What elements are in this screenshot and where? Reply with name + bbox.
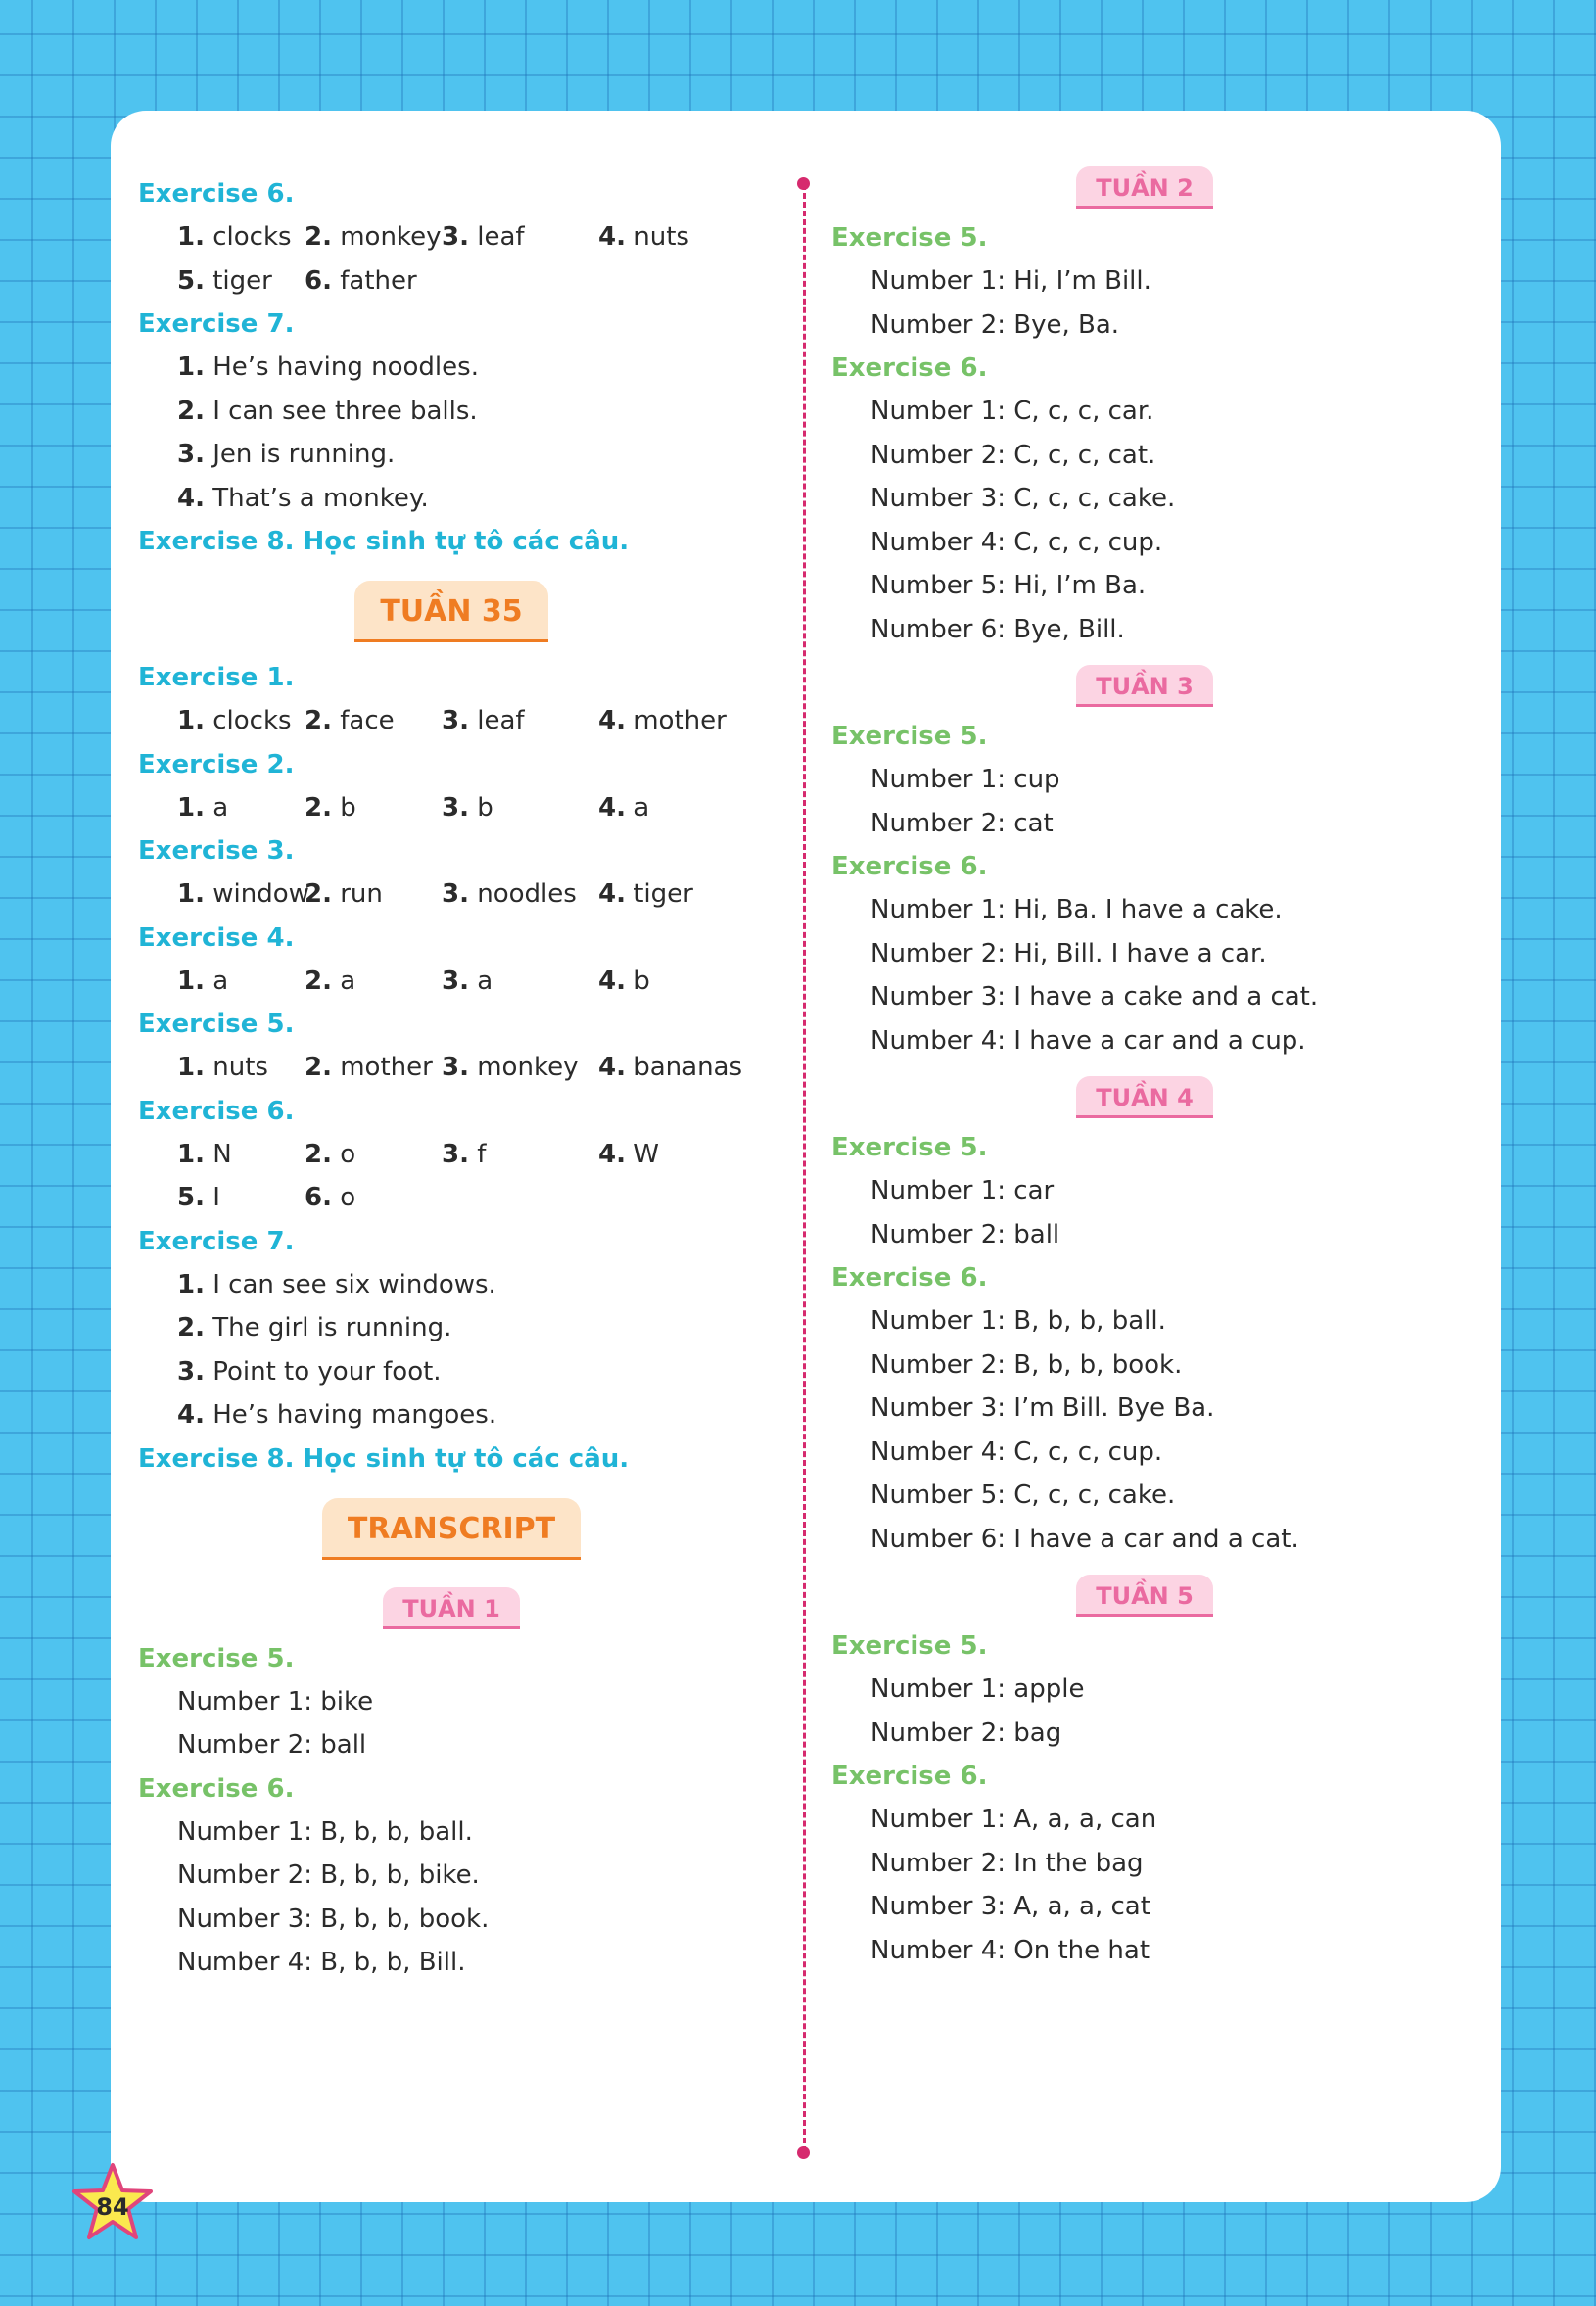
transcript-line: Number 2: ball <box>870 1219 1060 1249</box>
transcript-line: Number 1: A, a, a, can <box>870 1805 1157 1834</box>
divider-dot-top <box>797 177 810 190</box>
transcript-line: Number 3: A, a, a, cat <box>870 1892 1150 1921</box>
transcript-title: TRANSCRIPT <box>322 1498 581 1560</box>
transcript-line: Number 4: C, c, c, cup. <box>870 1436 1163 1467</box>
transcript-line: Number 2: In the bag <box>870 1848 1144 1878</box>
transcript-line: Number 1: apple <box>870 1674 1085 1704</box>
answer-sentence: 4. That’s a monkey. <box>177 483 429 513</box>
transcript-line: Number 2: Hi, Bill. I have a car. <box>870 938 1267 968</box>
answer-sentence: 1. He’s having noodles. <box>177 353 479 382</box>
transcript-line: Number 4: On the hat <box>870 1935 1150 1965</box>
answer-sentence: 4. He’s having mangoes. <box>177 1400 497 1430</box>
exercise-heading: Exercise 6. <box>831 1263 988 1293</box>
transcript-line: Number 2: Bye, Ba. <box>870 309 1120 340</box>
exercise-heading: Exercise 6. <box>138 179 295 209</box>
transcript-line: Number 3: I have a cake and a cat. <box>870 982 1319 1012</box>
exercise-heading: Exercise 5. <box>831 1631 988 1661</box>
answer-row: 1. a 2. b 3. b 4. a <box>177 792 650 823</box>
exercise-heading: Exercise 5. <box>831 1133 988 1162</box>
week-title-wrap <box>831 651 1458 715</box>
transcript-line: Number 1: Hi, Ba. I have a cake. <box>870 895 1283 924</box>
exercise-heading: Exercise 6. <box>831 353 988 383</box>
answer-sentence: 2. The girl is running. <box>177 1313 452 1342</box>
transcript-line: Number 1: B, b, b, ball. <box>177 1816 473 1847</box>
answer-sentence: 1. I can see six windows. <box>177 1269 496 1299</box>
exercise-heading: Exercise 5. <box>831 722 988 751</box>
transcript-line: Number 1: bike <box>177 1686 374 1717</box>
exercise-heading: Exercise 7. <box>138 309 295 339</box>
answer-row: 1. N 2. o 3. f 4. W <box>177 1139 659 1169</box>
transcript-line: Number 2: bag <box>870 1718 1062 1748</box>
exercise-heading: Exercise 5. <box>831 223 988 253</box>
answer-sentence: 3. Jen is running. <box>177 440 396 469</box>
transcript-line: Number 1: Hi, I’m Bill. <box>870 266 1151 296</box>
right-column <box>831 153 1458 1972</box>
transcript-line: Number 1: car <box>870 1176 1055 1205</box>
answer-row: 5. I 6. o <box>177 1183 356 1212</box>
transcript-line: Number 3: I’m Bill. Bye Ba. <box>870 1393 1215 1423</box>
transcript-line: Number 2: B, b, b, book. <box>870 1349 1183 1380</box>
exercise-heading: Exercise 3. <box>138 836 295 866</box>
week-title-wrap <box>138 1574 765 1637</box>
transcript-line: Number 1: cup <box>870 765 1060 794</box>
exercise-heading: Exercise 5. <box>138 1010 295 1039</box>
transcript-line: Number 5: Hi, I’m Ba. <box>870 571 1147 600</box>
exercise-heading: Exercise 6. <box>831 852 988 881</box>
exercise-heading: Exercise 8. Học sinh tự tô các câu. <box>138 527 630 556</box>
exercise-heading: Exercise 2. <box>138 749 295 779</box>
transcript-line: Number 6: Bye, Bill. <box>870 614 1125 644</box>
answer-sheet-card <box>111 111 1501 2202</box>
exercise-heading: Exercise 7. <box>138 1226 295 1256</box>
week-title: TUẦN 4 <box>1076 1076 1213 1118</box>
answer-row: 1. a 2. a 3. a 4. b <box>177 965 650 996</box>
exercise-heading: Exercise 8. Học sinh tự tô các câu. <box>138 1443 630 1474</box>
week-title-wrap <box>138 563 765 656</box>
answer-sentence: 2. I can see three balls. <box>177 396 478 426</box>
transcript-line: Number 5: C, c, c, cake. <box>870 1481 1176 1510</box>
exercise-heading: Exercise 6. <box>831 1762 988 1791</box>
transcript-line: Number 6: I have a car and a cat. <box>870 1524 1299 1554</box>
answer-row: 1. clocks 2. face 3. leaf 4. mother <box>177 706 727 735</box>
exercise-heading: Exercise 1. <box>138 663 295 692</box>
transcript-line: Number 3: B, b, b, book. <box>177 1904 490 1934</box>
answer-row: 5. tiger 6. father <box>177 265 417 296</box>
answer-row: 1. window 2. run 3. noodles 4. tiger <box>177 879 693 909</box>
transcript-line: Number 4: I have a car and a cup. <box>870 1025 1306 1056</box>
transcript-line: Number 2: C, c, c, cat. <box>870 440 1156 470</box>
answer-sentence: 3. Point to your foot. <box>177 1356 442 1387</box>
answer-row: 1. clocks 2. monkey 3. leaf 4. nuts <box>177 222 689 252</box>
divider-dot-bottom <box>797 2146 810 2159</box>
week-title-wrap <box>831 1062 1458 1126</box>
transcript-title-wrap <box>138 1481 765 1574</box>
page-number: 84 <box>96 2193 129 2221</box>
exercise-heading: Exercise 4. <box>138 922 295 953</box>
transcript-line: Number 4: C, c, c, cup. <box>870 527 1163 557</box>
column-divider <box>803 184 806 2152</box>
week-title: TUẦN 1 <box>383 1587 520 1629</box>
exercise-heading: Exercise 5. <box>138 1643 295 1673</box>
transcript-line: Number 1: B, b, b, ball. <box>870 1306 1166 1336</box>
exercise-heading: Exercise 6. <box>138 1096 295 1126</box>
transcript-line: Number 2: cat <box>870 808 1054 838</box>
transcript-line: Number 1: C, c, c, car. <box>870 397 1154 426</box>
week-title: TUẦN 3 <box>1076 665 1213 707</box>
week-title-wrap <box>831 153 1458 216</box>
week-title: TUẦN 2 <box>1076 166 1213 209</box>
transcript-line: Number 3: C, c, c, cake. <box>870 484 1176 513</box>
week-title: TUẦN 35 <box>354 581 547 642</box>
transcript-line: Number 4: B, b, b, Bill. <box>177 1948 466 1977</box>
transcript-line: Number 2: ball <box>177 1730 367 1760</box>
left-column <box>138 172 765 1985</box>
week-title-wrap <box>831 1561 1458 1624</box>
answer-row: 1. nuts 2. mother 3. monkey 4. bananas <box>177 1053 743 1082</box>
week-title: TUẦN 5 <box>1076 1575 1213 1617</box>
transcript-line: Number 2: B, b, b, bike. <box>177 1860 480 1890</box>
page-number-star-icon <box>70 2162 155 2242</box>
exercise-heading: Exercise 6. <box>138 1773 295 1804</box>
